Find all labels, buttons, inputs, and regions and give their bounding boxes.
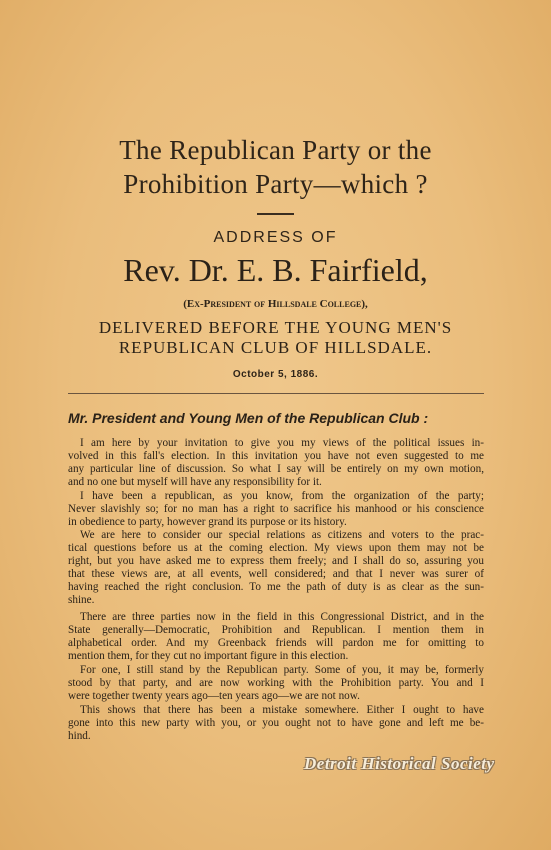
body-line: having reached the right conclusion. To me the path of duty is as clear as the sun-	[68, 581, 484, 593]
delivered-line-1: DELIVERED BEFORE THE YOUNG MEN'S	[98, 318, 453, 337]
title-divider	[257, 213, 294, 215]
body-line: I am here by your invitation to give you my views of the political issues in-	[80, 437, 484, 449]
salutation: Mr. President and Young Men of the Republican Club :	[68, 410, 429, 426]
body-line: any particular line of discussion. So what I say will be entirely on my own motion,	[68, 463, 484, 475]
body-line: There are three parties now in the field in this Congressional District, and in the	[80, 611, 484, 623]
body-line: Never slavishly so; for no man has a right to sacrifice his manhood or his conscience	[68, 503, 484, 515]
body-line: shine.	[68, 594, 95, 606]
speaker-affiliation: (Ex-President of Hillsdale College),	[183, 298, 368, 310]
body-line: mention them, for they cut no important figure in this election.	[68, 650, 349, 662]
body-line: State generally—Democratic, Prohibition and Republican. I mention them in	[68, 624, 484, 636]
body-line: gone into this new party with you, or you ought not to have gone and left me be-	[68, 717, 484, 729]
section-divider	[68, 393, 484, 394]
body-line: We are here to consider our special relations as citizens and voters to the prac-	[80, 529, 484, 541]
title-line-2: Prohibition Party—which ?	[123, 169, 428, 199]
body-line: in obedience to party, however grand its purpose or its history.	[68, 516, 347, 528]
body-line: volved in this fall's election. In this invitation you have not even suggested to me	[68, 450, 484, 462]
body-line: I have been a republican, as you know, from the organization of the party;	[80, 490, 484, 502]
body-line: alphabetical order. And my Greenback friends will pardon me for omitting to	[68, 637, 484, 649]
address-date: October 5, 1886.	[232, 369, 319, 380]
address-of-heading: ADDRESS OF	[213, 229, 338, 246]
body-line: right, but you have asked me to express them freely; and I shall do so, assuring you	[68, 555, 484, 567]
body-line: This shows that there has been a mistake somewhere. Either I ought to have	[80, 704, 484, 716]
body-line: and no one but myself will have any responsibility for it.	[68, 476, 322, 488]
museum-watermark: Detroit Historical Society	[304, 754, 495, 773]
title-line-1: The Republican Party or the	[119, 135, 432, 165]
body-line: that these views are, at all events, well considered; and that I never was surer of	[68, 568, 484, 580]
body-line: hind.	[68, 730, 91, 742]
body-line: tical questions before us at the coming election. My views upon them may not be	[68, 542, 484, 554]
body-line: were together twenty years ago—ten years ago—we are not now.	[68, 690, 360, 702]
delivered-line-2: REPUBLICAN CLUB OF HILLSDALE.	[118, 338, 433, 357]
body-line: stood by that party, and are now working with the Prohibition party. You and I	[68, 677, 484, 689]
body-line: For one, I still stand by the Republican party. Some of you, it may be, formerly	[80, 664, 484, 676]
speaker-name: Rev. Dr. E. B. Fairfield,	[123, 252, 428, 288]
